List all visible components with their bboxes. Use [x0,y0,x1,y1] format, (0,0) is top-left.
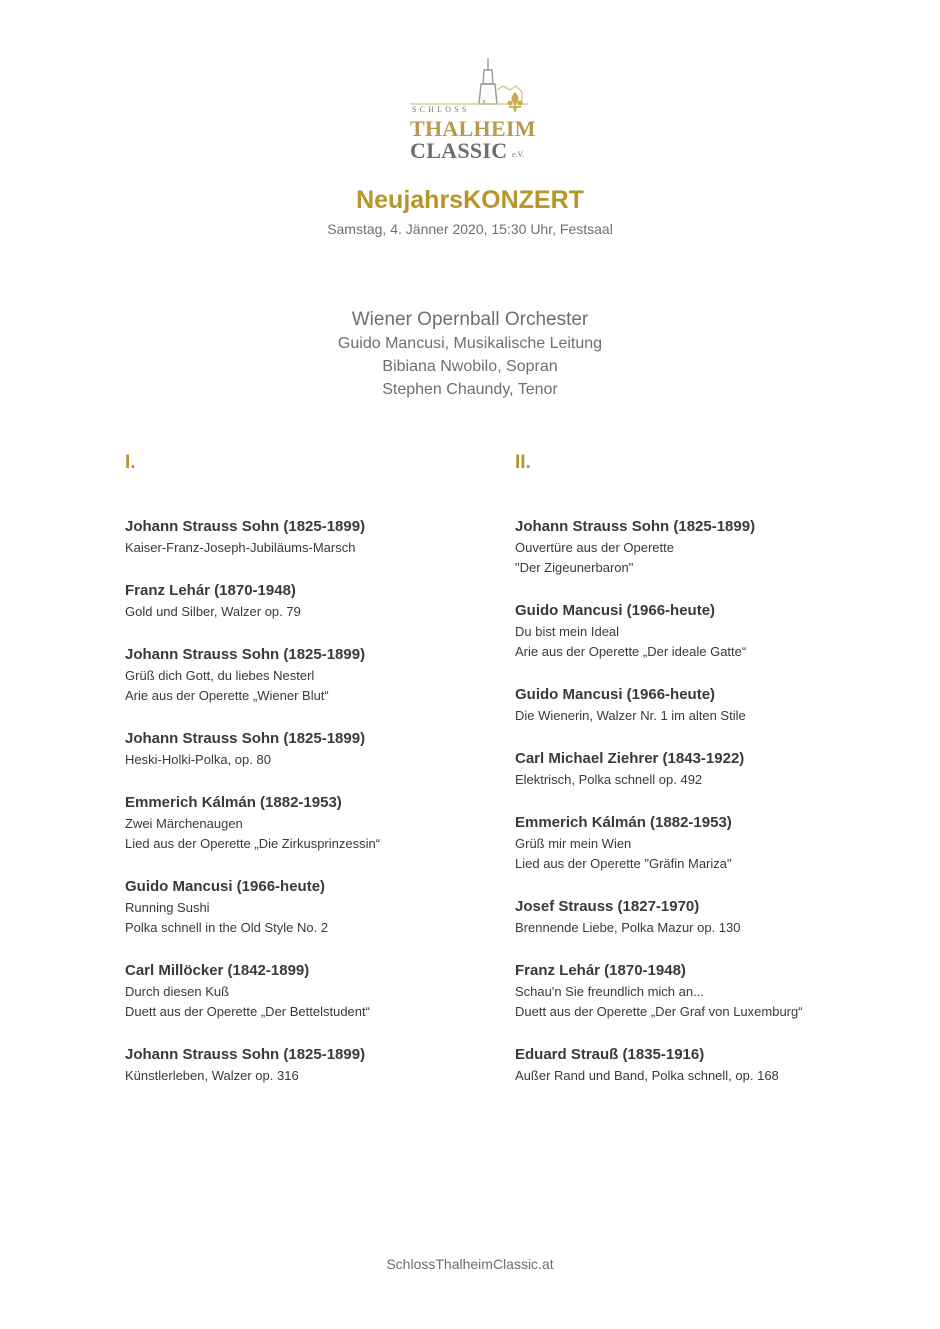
work-title: Lied aus der Operette „Die Zirkusprinzessin“ [125,836,381,851]
part-one-heading: I. [125,452,136,473]
composer-name: Johann Strauss Sohn (1825-1899) [125,646,366,663]
program-entry [515,516,915,578]
work-title: Running Sushi [125,900,210,915]
part-one-program [125,516,525,1108]
program-entry [125,1044,525,1086]
work-title: Grüß dich Gott, du liebes Nesterl [125,668,315,683]
work-title: Gold und Silber, Walzer op. 79 [125,604,301,619]
work-title: Durch diesen Kuß [125,984,230,999]
composer-name: Carl Michael Ziehrer (1843-1922) [515,750,745,767]
work-title: Heski-Holki-Polka, op. 80 [125,752,271,767]
program-entry [515,960,915,1022]
program-entry [125,876,525,938]
composer-name: Johann Strauss Sohn (1825-1899) [515,518,756,535]
composer-name: Johann Strauss Sohn (1825-1899) [125,518,366,535]
work-title: Außer Rand und Band, Polka schnell, op. 168 [515,1068,779,1083]
program-entry [125,728,525,770]
work-title: Schau'n Sie freundlich mich an... [515,984,704,999]
work-title: Elektrisch, Polka schnell op. 492 [515,772,703,787]
concert-title: NeujahrsKONZERT [356,186,584,214]
work-title: Duett aus der Operette „Der Bettelstudent“ [125,1004,370,1019]
work-title: Kaiser-Franz-Joseph-Jubiläums-Marsch [125,540,356,555]
composer-name: Franz Lehár (1870-1948) [125,582,296,599]
work-title: Lied aus der Operette "Gräfin Mariza" [515,856,732,871]
program-entry [125,580,525,622]
work-title: Künstlerleben, Walzer op. 316 [125,1068,299,1083]
program-entry [515,684,915,726]
logo-line-classic: CLASSIC [410,138,508,163]
composer-name: Emmerich Kálmán (1882-1953) [515,814,732,831]
logo-suffix: e.V. [512,150,525,159]
composer-name: Carl Millöcker (1842-1899) [125,962,310,979]
work-title: Arie aus der Operette „Wiener Blut“ [125,688,329,703]
performer-line: Bibiana Nwobilo, Sopran [382,358,558,375]
work-title: Polka schnell in the Old Style No. 2 [125,920,329,935]
work-title: Grüß mir mein Wien [515,836,632,851]
work-title: "Der Zigeunerbaron" [515,560,634,575]
work-title: Die Wienerin, Walzer Nr. 1 im alten Stile [515,708,746,723]
work-title: Brennende Liebe, Polka Mazur op. 130 [515,920,741,935]
program-entry [125,960,525,1022]
part-two-program [515,516,915,1108]
performer-line: Stephen Chaundy, Tenor [382,381,558,398]
composer-name: Guido Mancusi (1966-heute) [515,686,716,703]
composer-name: Johann Strauss Sohn (1825-1899) [125,730,366,747]
program-entry [515,1044,915,1086]
composer-name: Guido Mancusi (1966-heute) [125,878,326,895]
footer-website[interactable]: SchlossThalheimClassic.at [386,1256,554,1272]
program-entry [515,600,915,662]
work-title: Arie aus der Operette „Der ideale Gatte“ [515,644,747,659]
orchestra-name: Wiener Opernball Orchester [351,309,589,330]
work-title: Duett aus der Operette „Der Graf von Luxemburg“ [515,1004,803,1019]
performer-line: Guido Mancusi, Musikalische Leitung [337,335,603,352]
composer-name: Josef Strauss (1827-1970) [515,898,700,915]
part-two-heading: II. [515,452,531,473]
composer-name: Franz Lehár (1870-1948) [515,962,686,979]
program-entry [125,792,525,854]
work-title: Zwei Märchenaugen [125,816,243,831]
logo-small-text: SCHLOSS [412,105,470,114]
program-entry [515,812,915,874]
program-entry [125,644,525,706]
composer-name: Eduard Strauß (1835-1916) [515,1046,705,1063]
composer-name: Guido Mancusi (1966-heute) [515,602,716,619]
program-entry [515,896,915,938]
composer-name: Emmerich Kálmán (1882-1953) [125,794,342,811]
work-title: Ouvertüre aus der Operette [515,540,674,555]
program-entry [515,748,915,790]
concert-date: Samstag, 4. Jänner 2020, 15:30 Uhr, Festsaal [327,221,613,237]
work-title: Du bist mein Ideal [515,624,620,639]
program-entry [125,516,525,558]
logo-line-thalheim: THALHEIM [410,116,536,141]
composer-name: Johann Strauss Sohn (1825-1899) [125,1046,366,1063]
